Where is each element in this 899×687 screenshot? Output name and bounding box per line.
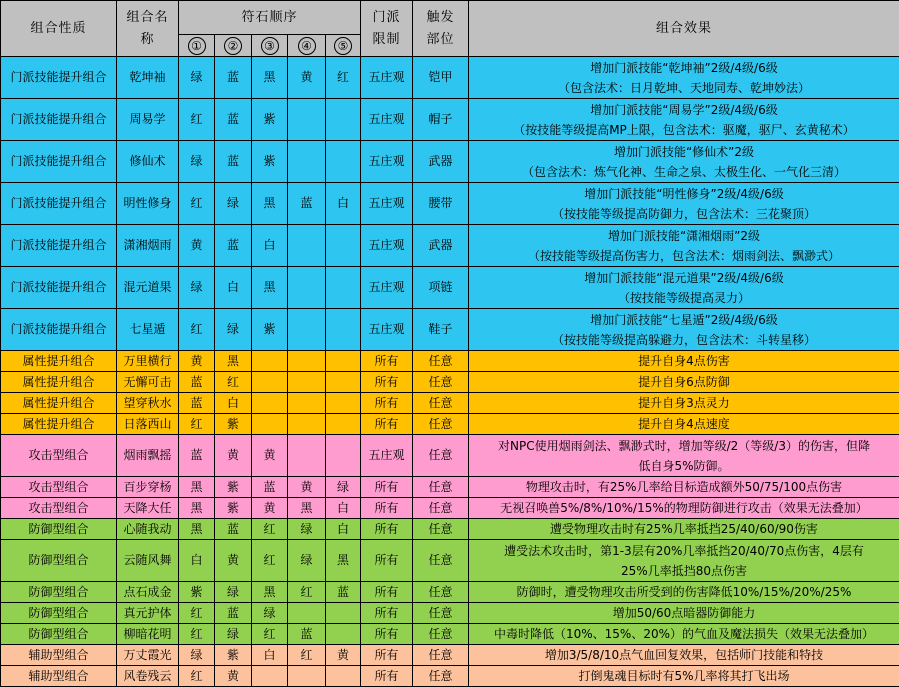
effect-line: 提升自身4点伤害 — [471, 351, 897, 371]
rune-4-cell — [288, 351, 326, 372]
table-row — [1, 582, 899, 603]
rune-3-cell: 白 — [252, 645, 288, 666]
trigger-part-cell: 武器 — [413, 225, 469, 267]
combo-effect-cell — [469, 603, 899, 624]
rune-3-cell: 黑 — [252, 267, 288, 309]
combo-effect-cell — [469, 540, 899, 582]
rune-2-cell: 紫 — [215, 645, 252, 666]
table-row — [1, 603, 899, 624]
combo-effect-cell — [469, 57, 899, 99]
trigger-part-cell: 鞋子 — [413, 309, 469, 351]
combo-name-cell: 明性修身 — [117, 183, 179, 225]
trigger-part-cell: 腰带 — [413, 183, 469, 225]
header-name: 组合名称 — [117, 1, 179, 57]
combo-type-cell: 防御型组合 — [1, 519, 117, 540]
effect-line: 防御时，遭受物理攻击所受到的伤害降低10%/15%/20%/25% — [471, 582, 897, 602]
rune-2-cell: 绿 — [215, 582, 252, 603]
rune-2-cell: 白 — [215, 267, 252, 309]
header-sect: 门派限制 — [361, 1, 413, 57]
table-row — [1, 57, 899, 99]
rune-1-cell: 紫 — [179, 582, 215, 603]
rune-5-cell: 绿 — [326, 477, 361, 498]
combo-effect-cell — [469, 414, 899, 435]
effect-line: 中毒时降低（10%、15%、20%）的气血及魔法损失（效果无法叠加） — [471, 624, 897, 644]
combo-type-cell: 属性提升组合 — [1, 372, 117, 393]
rune-2-cell: 紫 — [215, 477, 252, 498]
effect-line: 遭受物理攻击时有25%几率抵挡25/40/60/90伤害 — [471, 519, 897, 539]
rune-4-cell — [288, 99, 326, 141]
combo-type-cell: 门派技能提升组合 — [1, 183, 117, 225]
table-row — [1, 498, 899, 519]
rune-2-cell: 黄 — [215, 435, 252, 477]
trigger-part-cell: 武器 — [413, 141, 469, 183]
rune-4-cell: 黑 — [288, 498, 326, 519]
combo-name-cell: 点石成金 — [117, 582, 179, 603]
rune-2-cell: 蓝 — [215, 225, 252, 267]
combo-effect-cell — [469, 666, 899, 687]
rune-3-cell: 黑 — [252, 183, 288, 225]
header-effect: 组合效果 — [469, 1, 899, 57]
sect-limit-cell: 所有 — [361, 351, 413, 372]
combo-name-cell: 修仙术 — [117, 141, 179, 183]
rune-3-cell: 紫 — [252, 99, 288, 141]
combo-type-cell: 防御型组合 — [1, 540, 117, 582]
rune-3-cell: 黄 — [252, 498, 288, 519]
effect-line: 增加门派技能“明性修身”2级/4级/6级 — [471, 184, 897, 204]
effect-line: （按技能等级提高灵力） — [471, 288, 897, 308]
rune-1-cell: 红 — [179, 183, 215, 225]
effect-line: （按技能等级提高防御力，包含法术：三花聚顶） — [471, 204, 897, 224]
table-row — [1, 624, 899, 645]
combo-type-cell: 属性提升组合 — [1, 393, 117, 414]
rune-3-cell: 紫 — [252, 309, 288, 351]
rune-4-cell — [288, 267, 326, 309]
rune-3-cell: 红 — [252, 540, 288, 582]
rune-2-cell: 黄 — [215, 666, 252, 687]
rune-3-cell — [252, 414, 288, 435]
rune-4-cell: 红 — [288, 645, 326, 666]
rune-5-cell — [326, 141, 361, 183]
trigger-part-cell: 任意 — [413, 435, 469, 477]
rune-1-cell: 红 — [179, 603, 215, 624]
rune-5-cell: 白 — [326, 183, 361, 225]
combo-type-cell: 门派技能提升组合 — [1, 99, 117, 141]
combo-type-cell: 防御型组合 — [1, 603, 117, 624]
trigger-part-cell: 任意 — [413, 393, 469, 414]
rune-4-cell — [288, 666, 326, 687]
table-row — [1, 372, 899, 393]
combo-name-cell: 乾坤袖 — [117, 57, 179, 99]
combo-effect-cell — [469, 372, 899, 393]
rune-2-cell: 黄 — [215, 540, 252, 582]
header-runes: 符石顺序 — [179, 1, 361, 35]
combo-effect-cell — [469, 624, 899, 645]
effect-line: 提升自身3点灵力 — [471, 393, 897, 413]
table-row — [1, 477, 899, 498]
combo-effect-cell — [469, 183, 899, 225]
sect-limit-cell: 五庄观 — [361, 183, 413, 225]
rune-1-cell: 红 — [179, 624, 215, 645]
rune-4-cell — [288, 603, 326, 624]
header-type: 组合性质 — [1, 1, 117, 57]
table-row — [1, 183, 899, 225]
trigger-part-cell: 任意 — [413, 372, 469, 393]
rune-4-cell: 绿 — [288, 519, 326, 540]
rune-3-cell: 黄 — [252, 435, 288, 477]
rune-2-cell: 蓝 — [215, 603, 252, 624]
combo-effect-cell — [469, 141, 899, 183]
sect-limit-cell: 所有 — [361, 603, 413, 624]
rune-5-cell: 红 — [326, 57, 361, 99]
table-row — [1, 351, 899, 372]
sect-limit-cell: 五庄观 — [361, 99, 413, 141]
combo-effect-cell — [469, 225, 899, 267]
effect-line: 增加门派技能“七星遁”2级/4级/6级 — [471, 310, 897, 330]
rune-5-cell: 蓝 — [326, 582, 361, 603]
rune-3-cell — [252, 393, 288, 414]
table-row — [1, 99, 899, 141]
rune-4-cell: 蓝 — [288, 183, 326, 225]
trigger-part-cell: 任意 — [413, 603, 469, 624]
rune-5-cell — [326, 309, 361, 351]
rune-4-cell — [288, 141, 326, 183]
combo-effect-cell — [469, 645, 899, 666]
table-row — [1, 225, 899, 267]
header-rune-1: ① — [179, 35, 215, 57]
sect-limit-cell: 所有 — [361, 498, 413, 519]
effect-line: （按技能等级提高MP上限，包含法术：驱魔，驱尸、玄黄秘术） — [471, 120, 897, 140]
combo-name-cell: 万丈霞光 — [117, 645, 179, 666]
combo-name-cell: 日落西山 — [117, 414, 179, 435]
combo-type-cell: 防御型组合 — [1, 582, 117, 603]
effect-line: 增加门派技能“混元道果”2级/4级/6级 — [471, 268, 897, 288]
combo-effect-cell — [469, 393, 899, 414]
rune-3-cell: 蓝 — [252, 477, 288, 498]
combo-type-cell: 攻击型组合 — [1, 498, 117, 519]
effect-line: 增加门派技能“潇湘烟雨”2级 — [471, 226, 897, 246]
rune-5-cell — [326, 372, 361, 393]
rune-1-cell: 黑 — [179, 519, 215, 540]
table-row — [1, 309, 899, 351]
effect-line: 增加3/5/8/10点气血回复效果，包括师门技能和特技 — [471, 645, 897, 665]
rune-4-cell — [288, 435, 326, 477]
table-row — [1, 267, 899, 309]
combo-effect-cell — [469, 267, 899, 309]
rune-2-cell: 蓝 — [215, 99, 252, 141]
combo-effect-cell — [469, 477, 899, 498]
combo-name-cell: 心随我动 — [117, 519, 179, 540]
trigger-part-cell: 铠甲 — [413, 57, 469, 99]
combo-type-cell: 属性提升组合 — [1, 414, 117, 435]
header-rune-2: ② — [215, 35, 252, 57]
rune-2-cell: 绿 — [215, 183, 252, 225]
trigger-part-cell: 任意 — [413, 645, 469, 666]
table-row — [1, 393, 899, 414]
rune-5-cell: 黑 — [326, 540, 361, 582]
sect-limit-cell: 所有 — [361, 519, 413, 540]
rune-3-cell: 黑 — [252, 57, 288, 99]
sect-limit-cell: 所有 — [361, 645, 413, 666]
rune-5-cell — [326, 603, 361, 624]
sect-limit-cell: 所有 — [361, 540, 413, 582]
rune-5-cell — [326, 666, 361, 687]
rune-1-cell: 黄 — [179, 225, 215, 267]
rune-1-cell: 蓝 — [179, 393, 215, 414]
table-row — [1, 645, 899, 666]
rune-3-cell: 红 — [252, 624, 288, 645]
rune-4-cell — [288, 225, 326, 267]
effect-line: 增加门派技能“乾坤袖”2级/4级/6级 — [471, 58, 897, 78]
rune-2-cell: 红 — [215, 372, 252, 393]
rune-2-cell: 黑 — [215, 351, 252, 372]
rune-1-cell: 黄 — [179, 351, 215, 372]
rune-1-cell: 蓝 — [179, 372, 215, 393]
effect-line: 提升自身4点速度 — [471, 414, 897, 434]
combo-effect-cell — [469, 351, 899, 372]
combo-type-cell: 门派技能提升组合 — [1, 267, 117, 309]
combo-name-cell: 百步穿杨 — [117, 477, 179, 498]
rune-2-cell: 绿 — [215, 624, 252, 645]
combo-name-cell: 真元护体 — [117, 603, 179, 624]
table-row — [1, 666, 899, 687]
rune-5-cell — [326, 267, 361, 309]
rune-1-cell: 蓝 — [179, 435, 215, 477]
rune-5-cell: 黄 — [326, 645, 361, 666]
rune-3-cell — [252, 666, 288, 687]
trigger-part-cell: 帽子 — [413, 99, 469, 141]
sect-limit-cell: 五庄观 — [361, 141, 413, 183]
rune-4-cell — [288, 414, 326, 435]
rune-4-cell: 蓝 — [288, 624, 326, 645]
rune-5-cell — [326, 351, 361, 372]
rune-1-cell: 绿 — [179, 57, 215, 99]
rune-3-cell: 白 — [252, 225, 288, 267]
effect-line: （按技能等级提高躲避力，包含法术：斗转星移） — [471, 330, 897, 350]
combo-type-cell: 防御型组合 — [1, 624, 117, 645]
combo-type-cell: 门派技能提升组合 — [1, 309, 117, 351]
combo-name-cell: 云随风舞 — [117, 540, 179, 582]
rune-2-cell: 蓝 — [215, 519, 252, 540]
rune-4-cell: 黄 — [288, 57, 326, 99]
combo-effect-cell — [469, 435, 899, 477]
combo-type-cell: 攻击型组合 — [1, 477, 117, 498]
rune-1-cell: 绿 — [179, 267, 215, 309]
rune-1-cell: 白 — [179, 540, 215, 582]
sect-limit-cell: 所有 — [361, 582, 413, 603]
combo-name-cell: 混元道果 — [117, 267, 179, 309]
rune-5-cell — [326, 414, 361, 435]
table-row — [1, 519, 899, 540]
header-rune-4: ④ — [288, 35, 326, 57]
combo-effect-cell — [469, 582, 899, 603]
sect-limit-cell: 所有 — [361, 414, 413, 435]
effect-line: 遭受法术攻击时，第1-3层有20%几率抵挡20/40/70点伤害，4层有 — [471, 541, 897, 561]
rune-4-cell — [288, 309, 326, 351]
combo-type-cell: 攻击型组合 — [1, 435, 117, 477]
rune-3-cell — [252, 351, 288, 372]
sect-limit-cell: 所有 — [361, 624, 413, 645]
combo-name-cell: 无懈可击 — [117, 372, 179, 393]
combo-name-cell: 潇湘烟雨 — [117, 225, 179, 267]
combo-type-cell: 属性提升组合 — [1, 351, 117, 372]
effect-line: 打倒鬼魂目标时有5%几率将其打飞出场 — [471, 666, 897, 686]
rune-1-cell: 黑 — [179, 498, 215, 519]
sect-limit-cell: 五庄观 — [361, 309, 413, 351]
rune-1-cell: 绿 — [179, 645, 215, 666]
effect-line: （包含法术：炼气化神、生命之泉、太极生化、一气化三清） — [471, 162, 897, 182]
rune-3-cell: 红 — [252, 519, 288, 540]
effect-line: 物理攻击时，有25%几率给目标造成额外50/75/100点伤害 — [471, 477, 897, 497]
rune-5-cell — [326, 435, 361, 477]
table-row — [1, 540, 899, 582]
rune-2-cell: 白 — [215, 393, 252, 414]
trigger-part-cell: 任意 — [413, 666, 469, 687]
table-row — [1, 435, 899, 477]
combo-effect-cell — [469, 309, 899, 351]
rune-2-cell: 紫 — [215, 498, 252, 519]
trigger-part-cell: 任意 — [413, 498, 469, 519]
header-rune-5: ⑤ — [326, 35, 361, 57]
sect-limit-cell: 所有 — [361, 393, 413, 414]
rune-2-cell: 紫 — [215, 414, 252, 435]
effect-line: （包含法术：日月乾坤、天地同寿、乾坤妙法） — [471, 78, 897, 98]
combo-effect-cell — [469, 519, 899, 540]
effect-line: 25%几率抵挡80点伤害 — [471, 561, 897, 581]
combo-effect-cell — [469, 498, 899, 519]
rune-5-cell — [326, 225, 361, 267]
rune-4-cell — [288, 372, 326, 393]
effect-line: 无视召唤兽5%/8%/10%/15%的物理防御进行攻击（效果无法叠加） — [471, 498, 897, 518]
table-row — [1, 141, 899, 183]
combo-type-cell: 门派技能提升组合 — [1, 141, 117, 183]
combo-type-cell: 辅助型组合 — [1, 666, 117, 687]
rune-1-cell: 红 — [179, 99, 215, 141]
effect-line: 对NPC使用烟雨剑法、飘渺式时，增加等级/2（等级/3）的伤害，但降 — [471, 436, 897, 456]
trigger-part-cell: 任意 — [413, 414, 469, 435]
rune-3-cell: 黑 — [252, 582, 288, 603]
rune-5-cell — [326, 624, 361, 645]
trigger-part-cell: 任意 — [413, 582, 469, 603]
effect-line: 增加50/60点暗器防御能力 — [471, 603, 897, 623]
header-part: 触发部位 — [413, 1, 469, 57]
trigger-part-cell: 项链 — [413, 267, 469, 309]
combo-name-cell: 周易学 — [117, 99, 179, 141]
rune-5-cell: 白 — [326, 519, 361, 540]
effect-line: 低自身5%防御。 — [471, 456, 897, 476]
sect-limit-cell: 五庄观 — [361, 267, 413, 309]
combo-name-cell: 七星遁 — [117, 309, 179, 351]
rune-2-cell: 蓝 — [215, 141, 252, 183]
combo-effect-cell — [469, 99, 899, 141]
trigger-part-cell: 任意 — [413, 624, 469, 645]
trigger-part-cell: 任意 — [413, 351, 469, 372]
rune-3-cell: 绿 — [252, 603, 288, 624]
combo-name-cell: 烟雨飘摇 — [117, 435, 179, 477]
rune-1-cell: 红 — [179, 666, 215, 687]
rune-2-cell: 蓝 — [215, 57, 252, 99]
trigger-part-cell: 任意 — [413, 540, 469, 582]
rune-1-cell: 红 — [179, 414, 215, 435]
rune-1-cell: 黑 — [179, 477, 215, 498]
rune-1-cell: 红 — [179, 309, 215, 351]
rune-5-cell — [326, 393, 361, 414]
combo-name-cell: 望穿秋水 — [117, 393, 179, 414]
sect-limit-cell: 所有 — [361, 372, 413, 393]
rune-3-cell: 紫 — [252, 141, 288, 183]
combo-name-cell: 天降大任 — [117, 498, 179, 519]
trigger-part-cell: 任意 — [413, 477, 469, 498]
rune-4-cell: 红 — [288, 582, 326, 603]
combo-type-cell: 辅助型组合 — [1, 645, 117, 666]
effect-line: 提升自身6点防御 — [471, 372, 897, 392]
sect-limit-cell: 五庄观 — [361, 225, 413, 267]
sect-limit-cell: 所有 — [361, 666, 413, 687]
effect-line: 增加门派技能“修仙术”2级 — [471, 142, 897, 162]
rune-2-cell: 绿 — [215, 309, 252, 351]
combo-name-cell: 万里横行 — [117, 351, 179, 372]
combo-type-cell: 门派技能提升组合 — [1, 57, 117, 99]
rune-5-cell: 白 — [326, 498, 361, 519]
combo-type-cell: 门派技能提升组合 — [1, 225, 117, 267]
sect-limit-cell: 五庄观 — [361, 435, 413, 477]
combo-name-cell: 柳暗花明 — [117, 624, 179, 645]
rune-1-cell: 绿 — [179, 141, 215, 183]
rune-4-cell: 绿 — [288, 540, 326, 582]
sect-limit-cell: 五庄观 — [361, 57, 413, 99]
header-rune-3: ③ — [252, 35, 288, 57]
effect-line: 增加门派技能“周易学”2级/4级/6级 — [471, 100, 897, 120]
effect-line: （按技能等级提高伤害力，包含法术：烟雨剑法、飘渺式） — [471, 246, 897, 266]
table-row — [1, 414, 899, 435]
rune-4-cell: 黄 — [288, 477, 326, 498]
rune-5-cell — [326, 99, 361, 141]
trigger-part-cell: 任意 — [413, 519, 469, 540]
rune-4-cell — [288, 393, 326, 414]
sect-limit-cell: 所有 — [361, 477, 413, 498]
combo-name-cell: 风卷残云 — [117, 666, 179, 687]
rune-3-cell — [252, 372, 288, 393]
